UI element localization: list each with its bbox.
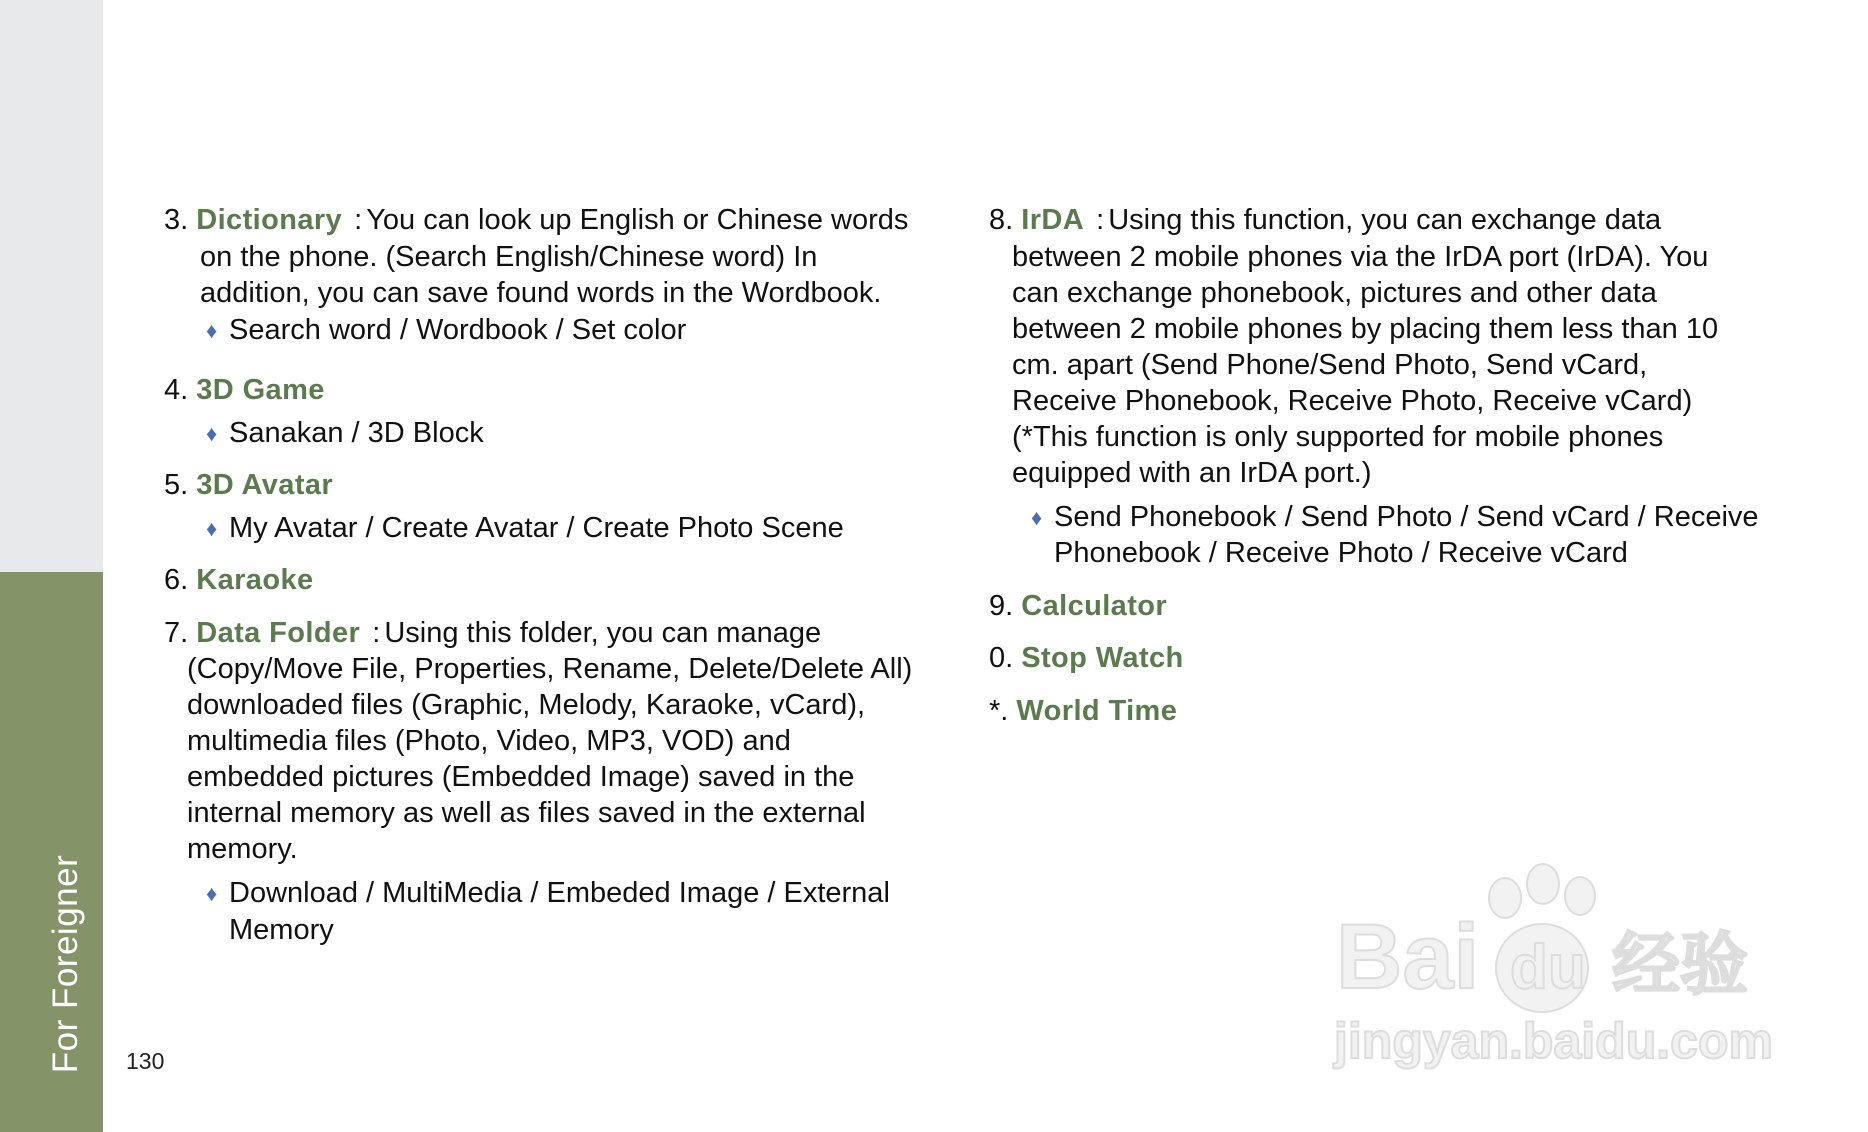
left-column [164,202,944,948]
sub-menu-text: Send Phonebook / Send Photo / Send vCard / Receive [1054,500,1759,533]
item-description-line: internal memory as well as files saved in the external [187,797,866,829]
paw-toe-icon [1527,864,1559,904]
item-description-line: memory. [187,833,298,865]
item-description: You can look up English or Chinese words [366,204,909,236]
item-irda [989,202,1789,572]
item-number: 3. [164,204,189,236]
sub-menu-text: My Avatar / Create Avatar / Create Photo Scene [229,511,844,544]
item-description-line: equipped with an IrDA port.) [1012,456,1372,489]
item-dictionary [164,202,944,348]
item-term: IrDA [1021,204,1085,236]
item-stop-watch [989,640,1789,677]
item-description-line: embedded pictures (Embedded Image) saved in the [187,761,855,793]
item-description-line: between 2 mobile phones by placing them less than 10 [1012,312,1719,345]
item-term: 3D Game [196,374,325,406]
item-description-line: can exchange phonebook, pictures and other data [1012,276,1657,309]
item-number: 6. [164,564,189,596]
sub-menu-list [164,875,944,948]
item-description-line: (Copy/Move File, Properties, Rename, Delete/Delete All) [187,653,913,685]
item-term: Stop Watch [1021,642,1184,674]
sub-menu-text: Memory [229,913,334,946]
item-number: *. [989,694,1009,727]
item-separator: : [354,204,363,236]
item-number: 5. [164,469,189,501]
sidebar-top-band [0,0,103,572]
item-number: 8. [989,204,1014,236]
sub-menu-text: Phonebook / Receive Photo / Receive vCard [1054,537,1628,569]
sub-menu-text: Search word / Wordbook / Set color [229,313,687,346]
sub-menu-text: Sanakan / 3D Block [229,416,484,449]
item-term: Karaoke [196,564,314,596]
sub-menu-text: Download / MultiMedia / Embeded Image / External [229,877,890,909]
item-3d-game [164,372,944,451]
item-term: World Time [1016,694,1178,727]
diamond-bullet-icon: ♦ [206,420,218,446]
item-karaoke [164,562,944,599]
paw-toe-icon [1565,877,1595,915]
item-number: 0. [989,642,1014,674]
item-number: 4. [164,374,189,406]
item-description-line: multimedia files (Photo, Video, MP3, VOD) and [187,725,791,757]
baidu-jingyan-watermark [1330,860,1780,1070]
item-separator: : [372,616,381,649]
item-description-line: on the phone. (Search English/Chinese word) In [200,240,818,273]
item-number: 7. [164,616,189,649]
right-column [989,202,1789,729]
item-number: 9. [989,589,1014,622]
item-description-line: (*This function is only supported for mobile phones [1012,420,1664,453]
item-world-time [989,693,1789,730]
page-number: 130 [126,1048,165,1074]
watermark-chinese: 经验 [1612,926,1749,1005]
item-description: Using this function, you can exchange data [1108,204,1662,236]
watermark-brand: Bai [1336,906,1480,1008]
watermark-brand-du: du [1510,933,1586,1002]
item-separator: : [1096,204,1105,236]
item-3d-avatar [164,467,944,546]
item-term: Dictionary [196,204,343,236]
item-data-folder [164,615,944,949]
sidebar-section-label: For Foreigner [46,854,85,1074]
sub-menu-list [164,510,944,547]
item-description-line: addition, you can save found words in the Wordbook. [200,277,882,309]
sub-menu-list [164,312,944,349]
item-calculator [989,588,1789,625]
item-description-line: Receive Phonebook, Receive Photo, Receive vCard) [1012,384,1693,417]
watermark-url: jingyan.baidu.com [1334,1013,1773,1069]
item-description-line: between 2 mobile phones via the IrDA port (IrDA). You [1012,240,1709,273]
item-term: Calculator [1021,589,1168,622]
diamond-bullet-icon: ♦ [206,515,218,541]
diamond-bullet-icon: ♦ [1031,504,1043,530]
diamond-bullet-icon: ♦ [206,881,218,906]
sub-menu-list [164,415,944,452]
paw-toe-icon [1489,878,1521,918]
item-term: Data Folder [196,616,361,649]
diamond-bullet-icon: ♦ [206,317,218,343]
item-description: Using this folder, you can manage [384,616,822,649]
item-description-line: downloaded files (Graphic, Melody, Karaoke, vCard), [187,689,866,721]
item-term: 3D Avatar [196,469,334,501]
item-description-line: cm. apart (Send Phone/Send Photo, Send vCard, [1012,348,1648,381]
sub-menu-list [989,499,1789,572]
